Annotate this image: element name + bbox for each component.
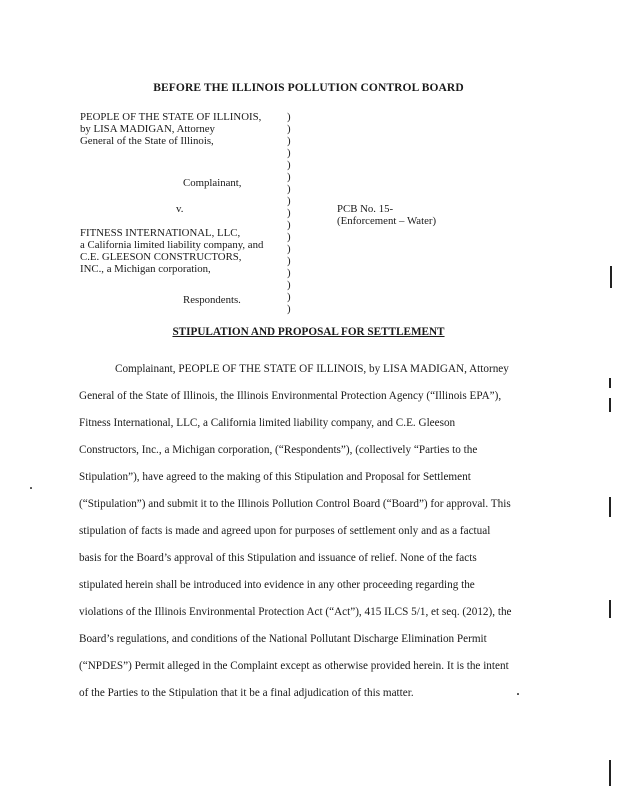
caption-respondent-role: Respondents.	[183, 294, 241, 306]
caption-respondent-line-4: INC., a Michigan corporation,	[80, 263, 211, 275]
caption-respondent-line-3: C.E. GLEESON CONSTRUCTORS,	[80, 251, 242, 263]
caption-complainant-line-1: PEOPLE OF THE STATE OF ILLINOIS,	[80, 111, 262, 123]
caption-parentheses: ) ) ) ) ) ) ) ) ) ) ) ) ) ) ) ) )	[287, 111, 291, 315]
caption-respondent-line-2: a California limited liability company, and	[80, 239, 264, 251]
body-line-1: Complainant, PEOPLE OF THE STATE OF ILLINOIS, by LISA MADIGAN, Attorney	[115, 363, 509, 375]
scan-margin-mark	[609, 497, 611, 517]
scan-margin-mark	[610, 266, 612, 288]
caption-complainant-line-2: by LISA MADIGAN, Attorney	[80, 123, 215, 135]
body-line-9: stipulated herein shall be introduced into evidence in any other proceeding regarding the	[79, 579, 475, 591]
caption-versus: v.	[176, 203, 184, 215]
body-line-8: basis for the Board’s approval of this Stipulation and issuance of relief. None of the facts	[79, 552, 477, 564]
body-line-10: violations of the Illinois Environmental Protection Act (“Act”), 415 ILCS 5/1, et seq. (2012), the	[79, 606, 512, 618]
body-line-4: Constructors, Inc., a Michigan corporation, (“Respondents”), (collectively “Parties to the	[79, 444, 478, 456]
scan-margin-mark	[609, 378, 611, 388]
body-line-11: Board’s regulations, and conditions of the National Pollutant Discharge Elimination Permit	[79, 633, 487, 645]
body-line-5: Stipulation”), have agreed to the making of this Stipulation and Proposal for Settlement	[79, 471, 471, 483]
body-line-6: (“Stipulation”) and submit it to the Illinois Pollution Control Board (“Board”) for approval. This	[79, 498, 511, 510]
caption-complainant-role: Complainant,	[183, 177, 242, 189]
scan-margin-mark	[609, 600, 611, 618]
body-line-3: Fitness International, LLC, a California limited liability company, and C.E. Gleeson	[79, 417, 456, 429]
caption-respondent-line-1: FITNESS INTERNATIONAL, LLC,	[80, 227, 241, 239]
caption-complainant-line-3: General of the State of Illinois,	[80, 135, 214, 147]
document-subtitle: STIPULATION AND PROPOSAL FOR SETTLEMENT	[172, 326, 445, 338]
scan-margin-mark	[609, 760, 611, 786]
body-line-7: stipulation of facts is made and agreed upon for purposes of settlement only and as a factual	[79, 525, 491, 537]
scan-speck	[30, 487, 32, 489]
body-line-13: of the Parties to the Stipulation that it be a final adjudication of this matter.	[79, 687, 414, 699]
scan-speck	[517, 693, 519, 695]
court-heading: BEFORE THE ILLINOIS POLLUTION CONTROL BOARD	[153, 82, 464, 94]
scan-margin-mark	[609, 398, 611, 412]
case-number: PCB No. 15-	[337, 203, 394, 215]
case-type: (Enforcement – Water)	[337, 215, 437, 227]
body-line-2: General of the State of Illinois, the Illinois Environmental Protection Agency (“Illinois EPA”),	[79, 390, 502, 402]
body-line-12: (“NPDES”) Permit alleged in the Complaint except as otherwise provided herein. It is the intent	[79, 660, 509, 672]
